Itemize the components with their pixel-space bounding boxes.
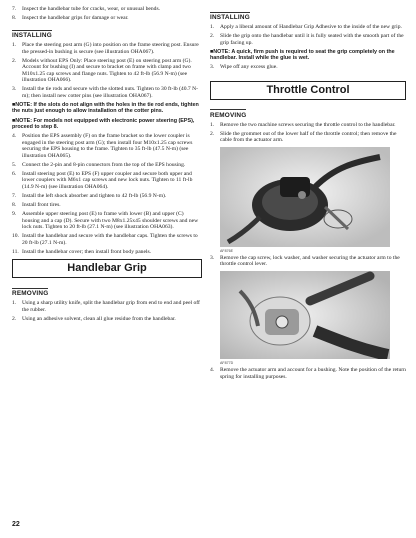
step-number: 5.	[12, 161, 17, 168]
removing-heading: REMOVING	[210, 109, 246, 119]
step-number: 4.	[210, 367, 215, 374]
list-item	[210, 122, 406, 129]
step-text: Using a sharp utility knife, split the handlebar grip from end to end and peel off the rubber.	[22, 300, 200, 313]
photo-caption: AF876E	[220, 248, 233, 253]
step-text: Position the EPS assembly (F) on the frame bracket so the lower coupler is engaged in the steering post arm (G); then install four M10x1.25 cap screws securing the EPS housing to the frame. Tighten to 35 ft-lb (47.5 N-m) (see illustration OHA065).	[22, 133, 193, 159]
step-number: 1.	[210, 24, 215, 30]
list-item	[12, 316, 202, 323]
step-number: 2.	[12, 57, 17, 64]
note-grip-seating: ■NOTE: A quick, firm push is required to seat the grip completely on the handlebar. Install while the glue is wet.	[210, 48, 395, 61]
step-text: Install steering post (E) to EPS (F) upper coupler and secure both upper and lower couplers with M6x1 cap screws and new lock nuts. Tighten to 11 ft-lb (14.9 N-m) (see illustration OHA064).	[22, 170, 193, 190]
step-number: 3.	[210, 254, 215, 261]
step-text: Install the left shock absorber and tighten to 42 ft-lb (56.9 N-m).	[22, 193, 167, 200]
list-item	[12, 300, 202, 313]
removing-steps-list	[12, 300, 202, 322]
list-item	[12, 133, 202, 159]
list-item	[210, 24, 406, 31]
right-column	[210, 6, 406, 383]
step-text: Models without EPS Only: Place steering post (E) on steering post arm (G). Account for bushing (I) and secure to bracket on frame with clamp and two M10x1.25 cap screws and flange nuts. Tighten to 42 ft-lb (56.9 N-m) (see illustration OHA066).	[22, 57, 192, 84]
list-item	[12, 202, 202, 209]
top-steps-list	[12, 6, 202, 22]
photo-caption: AF877D	[220, 361, 234, 366]
step-number: 9.	[12, 211, 17, 218]
removing-heading: REMOVING	[12, 288, 48, 298]
step-text: Remove the actuator arm and account for a bushing. Note the position of the return spring for installing purposes.	[220, 367, 406, 380]
step-number: 4.	[12, 133, 17, 140]
note-cotter-pins: ■NOTE: If the slots do not align with the holes in the tie rod ends, tighten the nuts just enough to allow installation of the cotter pins.	[12, 101, 199, 115]
step-number: 7.	[12, 193, 17, 200]
grip-installing-steps-list	[210, 24, 406, 46]
list-item	[12, 233, 202, 246]
step-text: Inspect the handlebar grips for damage or wear.	[22, 15, 129, 22]
page-number: 22	[12, 521, 20, 528]
step-number: 8.	[12, 15, 17, 22]
step-number: 7.	[12, 6, 17, 12]
step-number: 10.	[12, 233, 19, 240]
list-item	[12, 249, 202, 256]
list-item	[210, 367, 406, 380]
section-title-throttle-control: Throttle Control	[210, 81, 406, 100]
list-item	[12, 15, 202, 22]
throttle-removing-steps-list-2	[210, 255, 406, 268]
step-text: Inspect the handlebar tube for cracks, wear, or unusual bends.	[22, 6, 161, 12]
step-number: 2.	[210, 33, 215, 40]
section-title-handlebar-grip: Handlebar Grip	[12, 259, 202, 278]
step-text: Install front tires.	[22, 202, 61, 209]
list-item	[210, 33, 406, 46]
step-text: Slide the grommet out of the lower half of the throttle control; then remove the cable from the actuator arm.	[220, 130, 397, 144]
throttle-removing-steps-list-3	[210, 367, 406, 380]
grip-installing-steps-list-2	[210, 64, 406, 71]
list-item	[12, 6, 202, 13]
step-text: Remove the cap screw, lock washer, and washer securing the actuator arm to the throttle control lever.	[220, 254, 400, 268]
installing-steps-list	[12, 42, 202, 99]
throttle-removing-steps-list	[210, 122, 406, 144]
installing-steps-list-2	[12, 133, 202, 255]
step-number: 6.	[12, 170, 17, 177]
list-item	[12, 171, 202, 191]
list-item	[12, 162, 202, 169]
list-item	[210, 255, 406, 268]
step-text: Wipe off any excess glue.	[220, 64, 278, 71]
step-text: Place the steering post arm (G) into position on the frame steering post. Ensure the pressed-in bushing is secure (see illustration OHA067).	[22, 42, 199, 55]
step-number: 1.	[210, 121, 215, 128]
installing-heading: INSTALLING	[210, 12, 250, 22]
step-text: Using an adhesive solvent, clean all glue residue from the handlebar.	[22, 316, 176, 322]
note-eps: ■NOTE: For models not equipped with electronic power steering (EPS), proceed to step 8.	[12, 117, 195, 130]
list-item	[210, 131, 406, 144]
list-item	[12, 86, 202, 99]
step-number: 11.	[12, 248, 19, 255]
list-item	[12, 211, 202, 231]
step-number: 1.	[12, 300, 17, 307]
step-text: Remove the two machine screws securing the throttle control to the handlebar.	[220, 121, 396, 128]
step-text: Connect the 2-pin and 8-pin connectors from the top of the EPS housing.	[22, 161, 186, 168]
step-text: Slide the grip onto the handlebar until it is fully seated with the smooth part of the grip facing up.	[220, 33, 404, 46]
actuator-arm-illustration	[220, 271, 390, 359]
step-text: Install the handlebar cover; then install front body panels.	[22, 248, 152, 255]
step-text: Install the handlebar and secure with the handlebar caps. Tighten the screws to 20 ft-lb (27.1 N-m).	[22, 233, 198, 246]
step-text: Install the tie rods and secure with the slotted nuts. Tighten to 30 ft-lb (40.7 N-m); then install new cotter pins (see illustration OHA067).	[22, 86, 199, 99]
step-number: 3.	[210, 64, 215, 71]
list-item	[12, 42, 202, 55]
step-number: 2.	[210, 130, 215, 137]
list-item	[12, 58, 202, 84]
actuator-arm-photo	[220, 271, 390, 359]
list-item	[210, 64, 406, 71]
list-item	[12, 193, 202, 200]
step-text: Assemble upper steering post (E) to frame with lower (B) and upper (C) housing and a cap (D). Secure with two M8x1.25x45 shoulder screws and new lock nuts. Tighten to 20 ft-lb (27.1 N-m) (see illustration OHA063).	[22, 211, 199, 231]
left-column	[12, 6, 202, 325]
step-number: 2.	[12, 316, 17, 322]
step-number: 3.	[12, 86, 17, 93]
step-number: 8.	[12, 202, 17, 209]
step-number: 1.	[12, 42, 17, 49]
throttle-cable-illustration	[220, 147, 390, 247]
throttle-cable-photo	[220, 147, 390, 247]
step-text: Apply a liberal amount of Handlebar Grip Adhesive to the inside of the new grip.	[220, 24, 402, 30]
installing-heading: INSTALLING	[12, 30, 52, 40]
